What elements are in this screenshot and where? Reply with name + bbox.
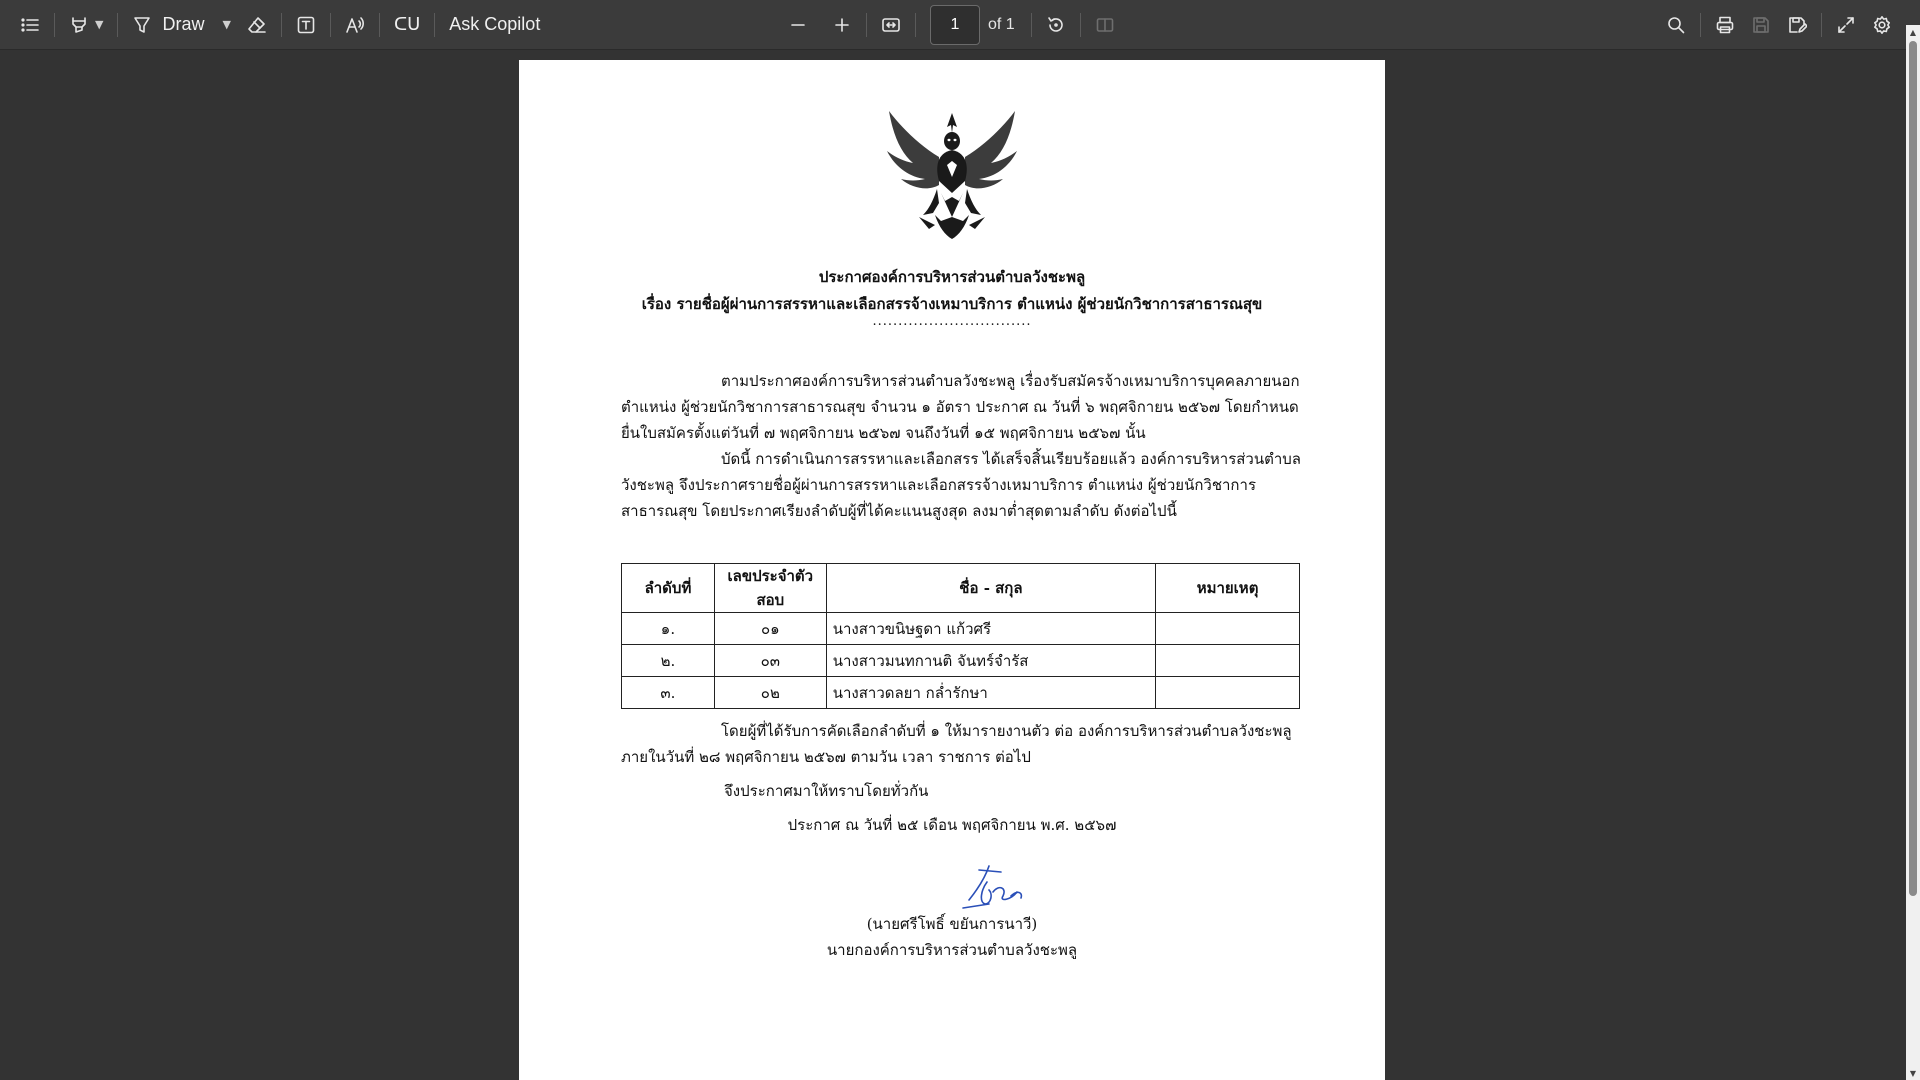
erase-button[interactable] (239, 7, 275, 43)
chevron-down-icon: ▼ (95, 18, 104, 31)
ask-copilot-button[interactable] (441, 7, 548, 43)
settings-icon (1872, 15, 1892, 35)
column-header-remark: หมายเหตุ (1156, 564, 1300, 613)
cell-rank: ๑. (622, 613, 715, 645)
pdf-toolbar (0, 0, 1920, 50)
save-as-button[interactable] (1779, 7, 1815, 43)
signer-name: (นายศรีโพธิ์ ขยันการนาวี) (866, 915, 1038, 933)
cell-name: นางสาวดลยา กล่ำรักษา (826, 677, 1155, 709)
toolbar-divider (379, 13, 380, 37)
toolbar-divider (915, 13, 916, 37)
cell-exam-id: ๐๓ (714, 645, 826, 677)
table-row (622, 677, 1300, 709)
rotate-button[interactable] (1038, 7, 1074, 43)
scroll-down-arrow-icon[interactable]: ▼ (1909, 1068, 1917, 1078)
text-icon (296, 15, 316, 35)
highlight-icon (69, 15, 89, 35)
zoom-out-icon (788, 15, 808, 35)
paragraph-text: โดยผู้ที่ได้รับการคัดเลือกลำดับที่ ๑ ให้มารายงานตัว ต่อ องค์การบริหารส่วนตำบลวังชะพลู ภายในวันที่ ๒๘ พฤศจิกายน ๒๕๖๗ ตามวัน เวลา ราชการ ต่อไป (621, 722, 1292, 766)
toolbar-divider (1700, 13, 1701, 37)
signature-icon (959, 860, 1029, 915)
toolbar-divider (281, 13, 282, 37)
column-header-rank: ลำดับที่ (622, 564, 715, 613)
draw-icon (132, 15, 152, 35)
save-as-icon (1787, 15, 1807, 35)
toolbar-divider (1031, 13, 1032, 37)
draw-button[interactable] (124, 7, 238, 43)
translate-icon: ᑕᑌ (393, 14, 421, 34)
cell-remark (1156, 677, 1300, 709)
vertical-scrollbar[interactable] (1906, 25, 1920, 1080)
contents-button[interactable] (12, 7, 48, 43)
ask-copilot-label: Ask Copilot (449, 14, 541, 34)
page-view-icon (1095, 15, 1115, 35)
read-aloud-button[interactable] (337, 7, 373, 43)
toolbar-divider (1080, 13, 1081, 37)
cell-name: นางสาวมนทกานติ จันทร์จำรัส (826, 645, 1155, 677)
document-viewport[interactable] (0, 50, 1906, 1080)
add-text-button[interactable] (288, 7, 324, 43)
contents-icon (20, 15, 40, 35)
rotate-icon (1046, 15, 1066, 35)
paragraph-result (621, 446, 1301, 524)
toolbar-divider (54, 13, 55, 37)
save-icon (1751, 15, 1771, 35)
toolbar-center-group (780, 0, 1123, 49)
print-icon (1715, 15, 1735, 35)
cell-exam-id: ๐๒ (714, 677, 826, 709)
toolbar-divider (434, 13, 435, 37)
cell-rank: ๒. (622, 645, 715, 677)
cell-remark (1156, 613, 1300, 645)
cell-rank: ๓. (622, 677, 715, 709)
fit-page-button[interactable] (873, 7, 909, 43)
fullscreen-icon (1836, 15, 1856, 35)
document-title: ประกาศองค์การบริหารส่วนตำบลวังชะพลู (818, 268, 1086, 286)
zoom-out-button[interactable] (780, 7, 816, 43)
document-subject: เรื่อง รายชื่อผู้ผ่านการสรรหาและเลือกสรรจ้างเหมาบริการ ตำแหน่ง ผู้ช่วยนักวิชาการสาธารณสุข (641, 295, 1263, 313)
toolbar-divider (1821, 13, 1822, 37)
toolbar-left-group (12, 0, 548, 49)
fit-page-icon (881, 15, 901, 35)
toolbar-divider (117, 13, 118, 37)
translate-button[interactable] (386, 7, 428, 43)
column-header-exam-id: เลขประจำตัวสอบ (714, 564, 826, 613)
toolbar-divider (330, 13, 331, 37)
table-row (622, 645, 1300, 677)
cell-exam-id: ๐๑ (714, 613, 826, 645)
paragraph-announcement (621, 368, 1301, 446)
toolbar-divider (866, 13, 867, 37)
erase-icon (247, 15, 267, 35)
scroll-up-arrow-icon[interactable]: ▲ (1909, 27, 1917, 37)
toolbar-right-group (1658, 0, 1900, 49)
read-aloud-icon (345, 15, 365, 35)
paragraph-text: ตามประกาศองค์การบริหารส่วนตำบลวังชะพลู เรื่องรับสมัครจ้างเหมาบริการบุคคลภายนอก ตำแหน่ง ผู้ช่วยนักวิชาการสาธารณสุข จำนวน ๑ อัตรา ประกาศ ณ วันที่ ๖ พฤศจิกายน ๒๕๖๗ โดยกำหนดยื่นใบสมัครตั้งแต่วันที่ ๗ พฤศจิกายน ๒๕๖๗ จนถึงวันที่ ๑๕ พฤศจิกายน ๒๕๖๗ นั้น (621, 372, 1300, 442)
zoom-in-icon (832, 15, 852, 35)
paragraph-text: บัดนี้ การดำเนินการสรรหาและเลือกสรร ได้เสร็จสิ้นเรียบร้อยแล้ว องค์การบริหารส่วนตำบลวังชะพลู จึงประกาศรายชื่อผู้ผ่านการสรรหาและเลือกสรรจ้างเหมาบริการ ตำแหน่ง ผู้ช่วยนักวิชาการสาธารณสุข โดยประกาศเรียงลำดับผู้ที่ได้คะแนนสูงสุด ลงมาต่ำสุดตามลำดับ ดังต่อไปนี้ (621, 450, 1301, 520)
zoom-in-button[interactable] (824, 7, 860, 43)
page-total-label: of 1 (988, 15, 1015, 33)
title-separator: ............................... (872, 314, 1032, 329)
draw-label: Draw (162, 14, 205, 34)
page-number-input[interactable] (930, 5, 980, 45)
page-view-button[interactable] (1087, 7, 1123, 43)
paragraph-notice: จึงประกาศมาให้ทราบโดยทั่วกัน (724, 782, 929, 800)
table-row (622, 613, 1300, 645)
cell-name: นางสาวขนิษฐดา แก้วศรี (826, 613, 1155, 645)
table-header-row (622, 564, 1300, 613)
garuda-emblem-icon (879, 105, 1025, 245)
settings-button[interactable] (1864, 7, 1900, 43)
print-button[interactable] (1707, 7, 1743, 43)
search-icon (1666, 15, 1686, 35)
cell-remark (1156, 645, 1300, 677)
paragraph-reporting (621, 718, 1301, 770)
fullscreen-button[interactable] (1828, 7, 1864, 43)
pdf-page (519, 60, 1385, 1080)
highlight-button[interactable] (61, 7, 111, 43)
signer-title: นายกองค์การบริหารส่วนตำบลวังชะพลู (826, 941, 1078, 959)
column-header-name: ชื่อ - สกุล (826, 564, 1155, 613)
chevron-down-icon: ▼ (222, 18, 231, 31)
result-table (621, 563, 1300, 709)
announcement-date: ประกาศ ณ วันที่ ๒๕ เดือน พฤศจิกายน พ.ศ. ๒๕๖๗ (787, 816, 1117, 834)
save-button[interactable] (1743, 7, 1779, 43)
scrollbar-thumb[interactable] (1909, 41, 1917, 896)
search-button[interactable] (1658, 7, 1694, 43)
